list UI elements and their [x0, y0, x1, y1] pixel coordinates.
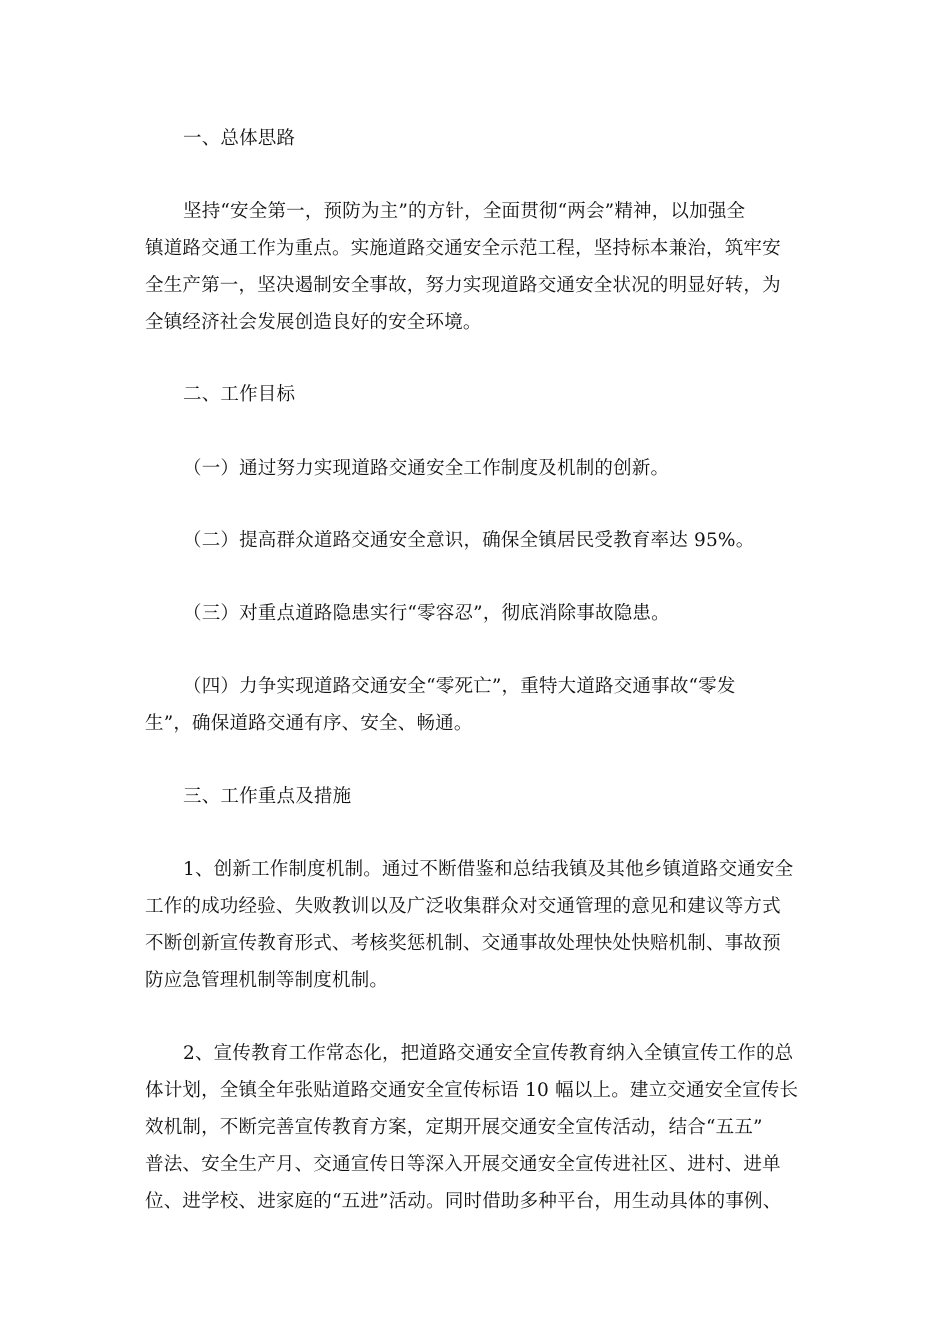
paragraph-line: 防应急管理机制等制度机制。: [145, 970, 389, 991]
paragraph-line: （一）通过努力实现道路交通安全工作制度及机制的创新。: [183, 458, 670, 479]
paragraph-line: 生”，确保道路交通有序、安全、畅通。: [145, 713, 473, 734]
paragraph-line: 全镇经济社会发展创造良好的安全环境。: [145, 312, 482, 333]
section-2-heading: [145, 376, 825, 413]
goal-1: [145, 450, 825, 487]
paragraph-line: （四）力争实现道路交通安全“零死亡”，重特大道路交通事故“零发: [183, 676, 736, 697]
section-3-heading: [145, 778, 825, 815]
paragraph-line: 位、进学校、进家庭的“五进”活动。同时借助多种平台，用生动具体的事例、: [145, 1191, 782, 1212]
goal-3: [145, 595, 825, 632]
heading-text: 二、工作目标: [183, 384, 296, 405]
section-1-heading: [145, 120, 825, 157]
paragraph-line: 2、宣传教育工作常态化，把道路交通安全宣传教育纳入全镇宣传工作的总: [183, 1043, 794, 1064]
goal-4: [145, 668, 825, 742]
paragraph-line: 镇道路交通工作为重点。实施道路交通安全示范工程，坚持标本兼治，筑牢安: [145, 238, 781, 259]
goal-2: [145, 522, 825, 559]
heading-text: 一、总体思路: [183, 128, 296, 149]
paragraph-line: 坚持“安全第一，预防为主”的方针，全面贯彻“两会”精神，以加强全: [183, 201, 746, 222]
paragraph-line: 1、创新工作制度机制。通过不断借鉴和总结我镇及其他乡镇道路交通安全: [183, 859, 794, 880]
paragraph-line: 效机制，不断完善宣传教育方案，定期开展交通安全宣传活动，结合“五五”: [145, 1117, 763, 1138]
paragraph-line: 普法、安全生产月、交通宣传日等深入开展交通安全宣传进社区、进村、进单: [145, 1154, 781, 1175]
measure-1: [145, 851, 825, 999]
paragraph-line: 工作的成功经验、失败教训以及广泛收集群众对交通管理的意见和建议等方式: [145, 896, 781, 917]
paragraph-line: 体计划，全镇全年张贴道路交通安全宣传标语 10 幅以上。建立交通安全宣传长: [145, 1080, 799, 1101]
paragraph-line: （二）提高群众道路交通安全意识，确保全镇居民受教育率达 95%。: [183, 530, 755, 551]
paragraph-line: 全生产第一，坚决遏制安全事故，努力实现道路交通安全状况的明显好转，为: [145, 275, 781, 296]
heading-text: 三、工作重点及措施: [183, 786, 352, 807]
paragraph-line: 不断创新宣传教育形式、考核奖惩机制、交通事故处理快处快赔机制、事故预: [145, 933, 781, 954]
section-1-paragraph: [145, 193, 825, 341]
measure-2: [145, 1035, 825, 1220]
paragraph-line: （三）对重点道路隐患实行“零容忍”，彻底消除事故隐患。: [183, 603, 670, 624]
